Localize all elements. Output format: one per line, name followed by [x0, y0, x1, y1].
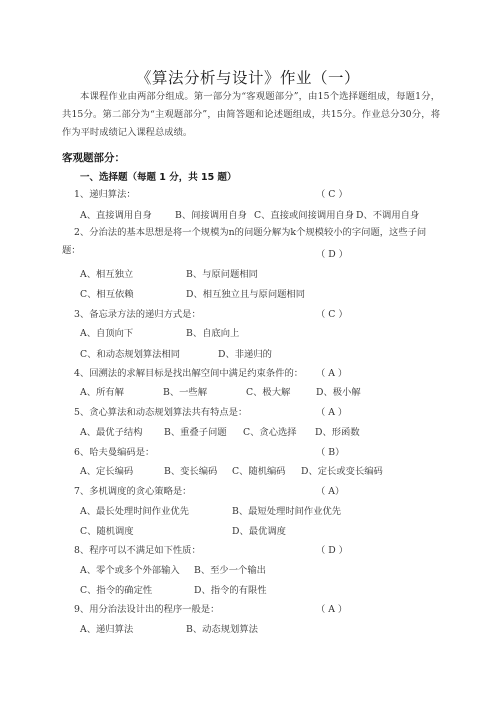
q6-option-c: C、随机编码 [232, 466, 286, 477]
q2-option-a: A、相互独立 [80, 269, 134, 280]
q8-option-d: D、指令的有限性 [194, 585, 267, 596]
q7-option-a: A、最长处理时间作业优先 [80, 506, 189, 517]
section-heading: 客观题部分： [62, 152, 125, 164]
question-4: 4、回溯法的求解目标是找出解空间中满足约束条件的： [74, 368, 304, 379]
q7-option-d: D、最优调度 [232, 526, 286, 537]
question-2: 2、分治法的基本思想是将一个规模为n的问题分解为k个规模较小的字问题，这些子问题： [62, 227, 427, 256]
q1-option-a: A、直接调用自身 [80, 210, 152, 221]
answer-9: （ A ） [316, 604, 348, 615]
answer-4: （ A ） [316, 368, 348, 379]
question-3: 3、备忘录方法的递归方式是： [74, 309, 201, 320]
q8-option-a: A、零个或多个外部输入 [80, 565, 180, 576]
answer-2: （ D ） [316, 249, 348, 260]
q8-option-b: B、至少一个输出 [194, 565, 266, 576]
q4-option-d: D、极小解 [316, 387, 361, 398]
document-title: 《算法分析与设计》作业（一） [135, 69, 360, 87]
q2-option-c: C、相互依赖 [80, 289, 134, 300]
answer-7: （ A） [316, 486, 345, 497]
q4-option-a: A、所有解 [80, 387, 124, 398]
answer-6: （ B） [316, 447, 345, 458]
q4-option-b: B、一些解 [163, 387, 208, 398]
q5-option-d: D、形函数 [315, 427, 360, 438]
q9-option-b: B、动态规划算法 [186, 624, 258, 635]
q6-option-b: B、变长编码 [164, 466, 218, 477]
q7-option-c: C、随机调度 [80, 526, 134, 537]
question-8: 8、程序可以不满足如下性质： [74, 545, 201, 556]
q3-option-a: A、自顶向下 [80, 328, 134, 339]
q3-option-c: C、和动态规划算法相同 [80, 349, 181, 360]
q5-option-a: A、最优子结构 [80, 427, 143, 438]
q6-option-a: A、定长编码 [80, 466, 134, 477]
q2-option-b: B、与原问题相同 [186, 269, 258, 280]
q3-option-b: B、自底向上 [186, 328, 240, 339]
subsection-heading: 一、选择题（每题 1 分，共 15 题） [80, 172, 237, 183]
q7-option-b: B、最短处理时间作业优先 [232, 506, 342, 517]
q9-option-a: A、递归算法 [80, 624, 134, 635]
answer-8: （ D ） [316, 545, 348, 556]
answer-3: （ C ） [316, 309, 348, 320]
q1-option-d: D、不调用自身 [356, 210, 420, 221]
q8-option-c: C、指令的确定性 [80, 585, 153, 596]
q2-option-d: D、相互独立且与原问题相同 [186, 289, 306, 300]
q5-option-c: C、贪心选择 [243, 427, 297, 438]
answer-1: （ C ） [316, 189, 348, 200]
q1-option-b: B、间接调用自身 [175, 210, 247, 221]
q3-option-d: D、非递归的 [218, 349, 272, 360]
answer-5: （ A ） [316, 407, 348, 418]
question-7: 7、多机调度的贪心策略是： [74, 486, 192, 497]
q4-option-c: C、极大解 [246, 387, 291, 398]
q6-option-d: D、定长或变长编码 [301, 466, 383, 477]
q5-option-b: B、重叠子问题 [164, 427, 227, 438]
question-9: 9、用分治法设计出的程序一般是： [74, 604, 220, 615]
q1-option-c: C、直接或间接调用自身 [254, 210, 355, 221]
intro-paragraph: 本课程作业由两部分组成。第一部分为“客观题部分”，由15个选择题组成，每题1分，共15分。第二部分为“主观题部分”，由简答题和论述题组成，共15分。作业总分30分，将作为平时成绩记入课程总成绩。 [62, 91, 440, 138]
question-1: 1、递归算法： [74, 189, 136, 200]
question-5: 5、贪心算法和动态规划算法共有特点是： [74, 407, 248, 418]
question-6: 6、哈夫曼编码是： [74, 447, 155, 458]
